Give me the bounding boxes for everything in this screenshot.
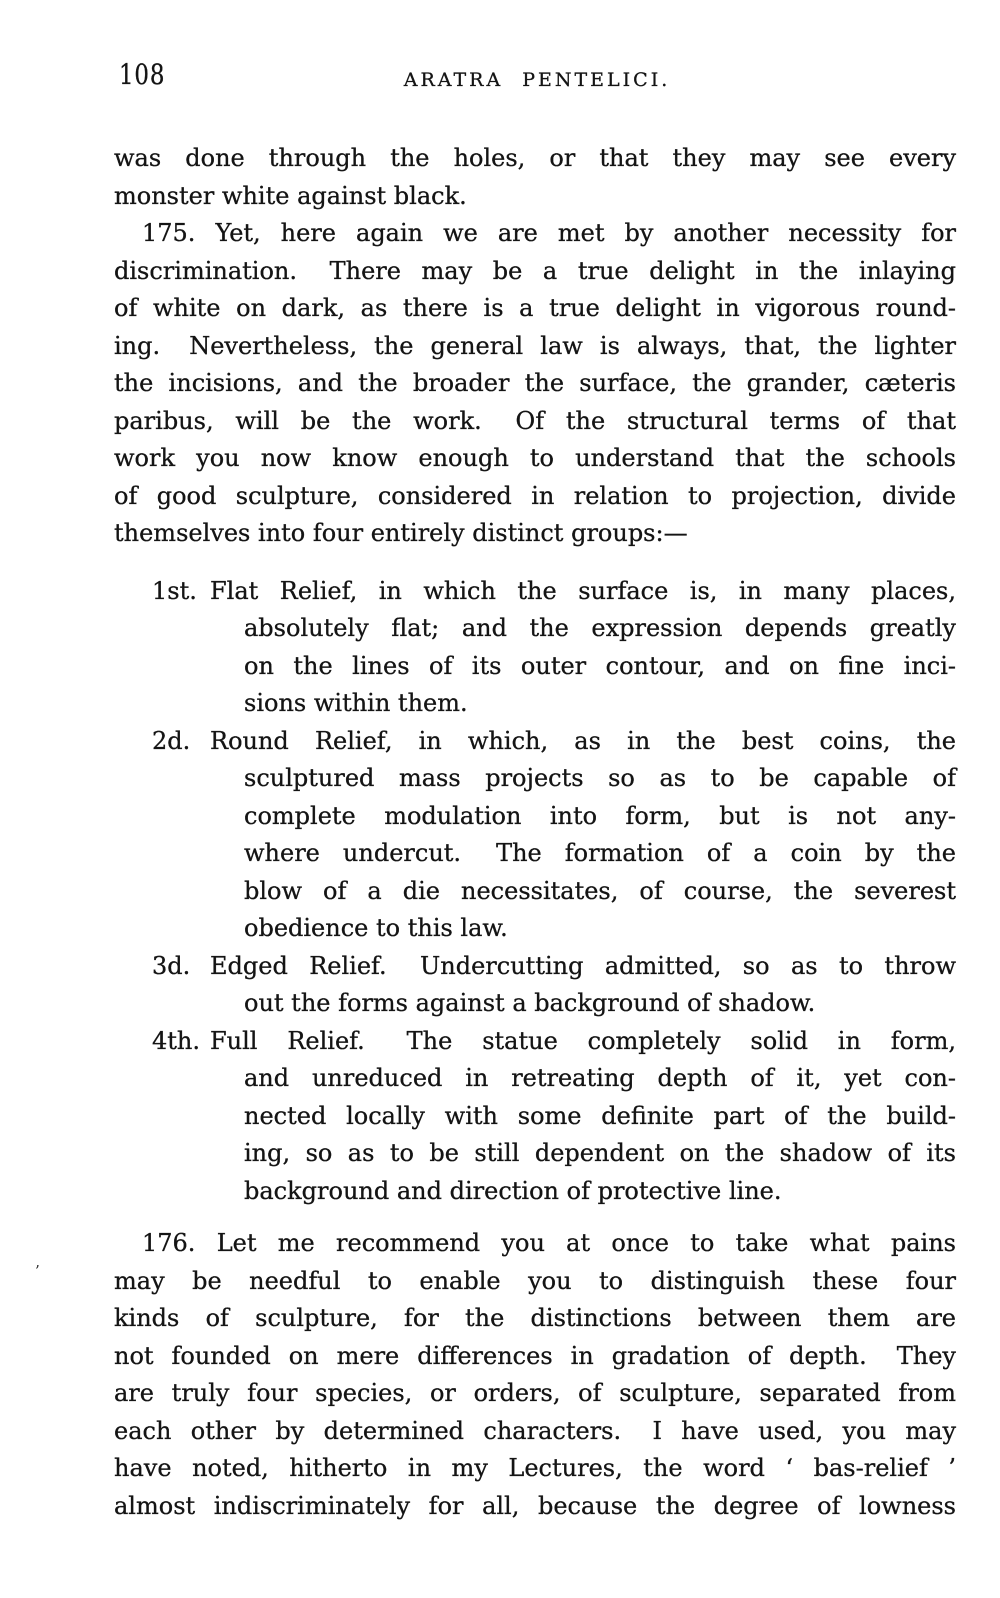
list-item-label: 4th. <box>152 1026 200 1055</box>
text-line: of white on dark, as there is a true delight in vigorous round- <box>114 294 956 322</box>
text-line: obedience to this law. <box>244 914 508 942</box>
text-line: are truly four species, or orders, of sculpture, separated from <box>114 1379 956 1407</box>
relief-groups-list <box>114 573 956 1211</box>
text-line: have noted, hitherto in my Lectures, the word ‘ bas-relief ’ <box>114 1454 956 1482</box>
text-line: kinds of sculpture, for the distinctions between them are <box>114 1304 956 1332</box>
text-line: work you now know enough to understand that the schools <box>114 444 956 472</box>
list-item-text: Edged Relief. Undercutting admitted, so as to throw <box>210 951 956 980</box>
text-line: ing. Nevertheless, the general law is always, that, the lighter <box>114 331 956 360</box>
text-line: sculptured mass projects so as to be capable of <box>244 764 956 792</box>
running-header-title: ARATRA PENTELICI. <box>403 69 671 91</box>
page-number: 108 <box>119 58 166 91</box>
text-line: paribus, will be the work. Of the structural terms of that <box>114 406 956 435</box>
print-speck-artifact: ’ <box>35 1262 40 1280</box>
text-line: complete modulation into form, but is not any- <box>244 801 956 830</box>
list-item-4th <box>114 1023 956 1211</box>
text-line: almost indiscriminately for all, because the degree of lowness <box>114 1491 956 1520</box>
text-line: blow of a die necessitates, of course, the severest <box>244 876 956 905</box>
text-line: 175. Yet, here again we are met by another necessity for <box>142 219 956 247</box>
list-item-label: 2d. <box>152 726 191 755</box>
text-line: out the forms against a background of shadow. <box>244 989 816 1017</box>
text-line <box>114 948 956 986</box>
text-line: not founded on mere differences in gradation of depth. They <box>114 1341 956 1370</box>
text-line: the incisions, and the broader the surface, the grander, cæteris <box>114 369 956 397</box>
text-line: may be needful to enable you to distinguish these four <box>114 1266 956 1295</box>
text-line: nected locally with some definite part of the build- <box>244 1101 956 1130</box>
text-line: and unreduced in retreating depth of it, yet con- <box>244 1064 956 1092</box>
list-item-3d <box>114 948 956 1023</box>
text-line <box>114 1023 956 1061</box>
list-item-text: Round Relief, in which, as in the best coins, the <box>210 726 956 755</box>
text-line: themselves into four entirely distinct groups:— <box>114 519 688 547</box>
paragraph-174-continuation <box>114 140 956 215</box>
list-item-text: Full Relief. The statue completely solid in form, <box>210 1026 956 1055</box>
text-line: each other by determined characters. I have used, you may <box>114 1416 956 1445</box>
text-line: sions within them. <box>244 689 468 717</box>
list-item-label: 1st. <box>152 576 197 605</box>
list-item-text: Flat Relief, in which the surface is, in many places, <box>210 576 956 605</box>
text-line: on the lines of its outer contour, and on fine inci- <box>244 651 956 680</box>
paragraph-176 <box>114 1225 956 1525</box>
text-line: monster white against black. <box>114 181 467 210</box>
text-line: 176. Let me recommend you at once to take what pains <box>142 1229 956 1257</box>
text-line: absolutely flat; and the expression depends greatly <box>244 614 956 642</box>
text-block <box>114 140 956 1525</box>
list-item-label: 3d. <box>152 951 191 980</box>
text-line: was done through the holes, or that they may see every <box>114 144 956 172</box>
text-line: of good sculpture, considered in relation to projection, divide <box>114 481 956 510</box>
text-line: ing, so as to be still dependent on the shadow of its <box>244 1139 956 1167</box>
list-item-2d <box>114 723 956 948</box>
text-line: background and direction of protective line. <box>244 1176 782 1205</box>
paragraph-175 <box>114 215 956 553</box>
text-line <box>114 573 956 611</box>
text-line: discrimination. There may be a true delight in the inlaying <box>114 256 956 285</box>
text-line: where undercut. The formation of a coin by the <box>244 839 956 867</box>
text-line <box>114 723 956 761</box>
list-item-1st <box>114 573 956 723</box>
